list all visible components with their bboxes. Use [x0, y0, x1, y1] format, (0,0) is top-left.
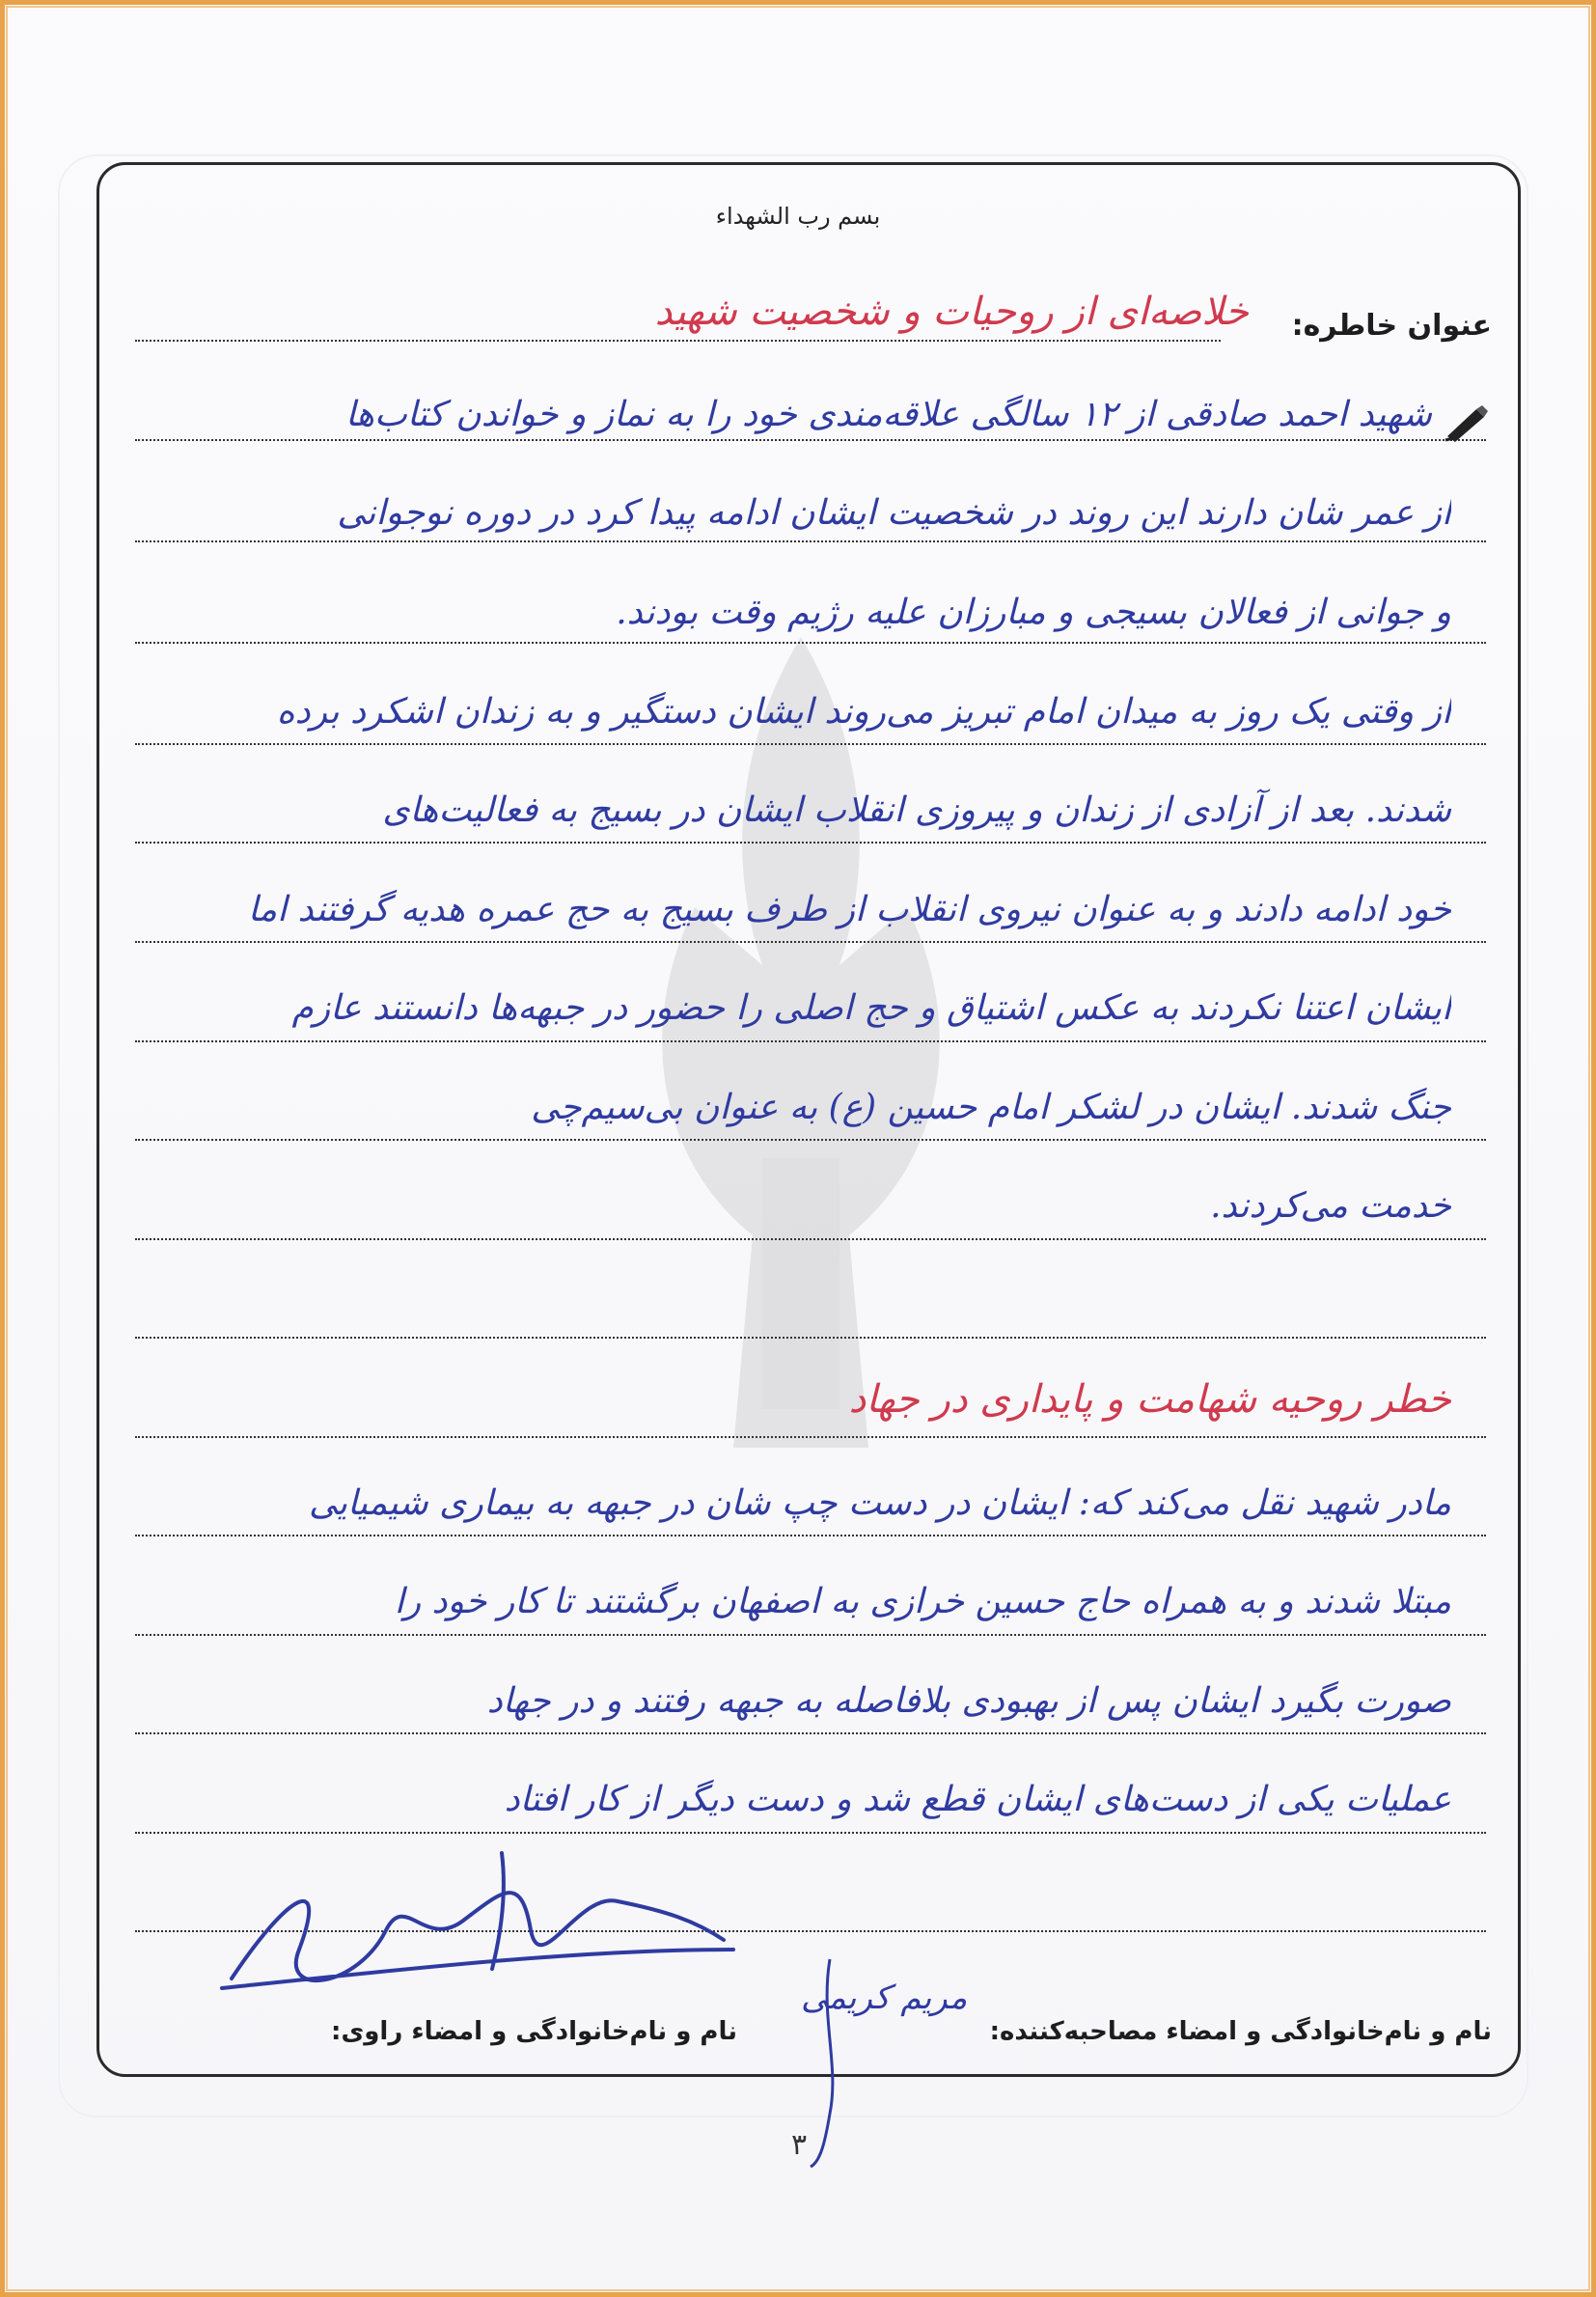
handwritten-line: عملیات یکی از دست‌های ایشان قطع شد و دست دیگر از کار افتاد	[504, 1780, 1451, 1819]
handwritten-line: شهید احمد صادقی از ۱۲ سالگی علاقه‌مندی خود را به نماز و خواندن کتاب‌ها	[345, 395, 1432, 434]
basmala-heading: بسم رب الشهداء	[715, 203, 881, 230]
writing-rule	[135, 941, 1486, 943]
handwritten-line: خود ادامه دادند و به عنوان نیروی انقلاب از طرف بسیج به حج عمره هدیه گرفتند اما	[247, 890, 1451, 929]
interviewer-name-label: نام و نام‌خانوادگی و امضاء مصاحبه‌کننده:	[989, 2017, 1492, 2046]
handwritten-line: خدمت می‌کردند.	[1210, 1186, 1451, 1226]
handwritten-line: ایشان اعتنا نکردند به عکس اشتیاق و حج اصلی را حضور در جبهه‌ها دانستند عازم	[291, 988, 1451, 1028]
writing-rule	[135, 1732, 1486, 1734]
narrator-name-label: نام و نام‌خانوادگی و امضاء راوی:	[331, 2017, 737, 2046]
handwritten-line: جنگ شدند. ایشان در لشکر امام حسین (ع) به عنوان بی‌سیم‌چی	[531, 1088, 1451, 1127]
handwritten-line: مبتلا شدند و به همراه حاج حسین خرازی به اصفهان برگشتند تا کار خود را	[394, 1582, 1451, 1621]
foundation-emblem-watermark	[579, 618, 1023, 1467]
handwritten-line: شدند. بعد از آزادی از زندان و پیروزی انقلاب ایشان در بسیج به فعالیت‌های	[382, 790, 1451, 830]
writing-rule	[135, 1634, 1486, 1636]
handwritten-line: از وقتی یک روز به میدان امام تبریز می‌روند ایشان دستگیر و به زندان اشکرد برده	[276, 692, 1451, 732]
page-number: ۳	[791, 2128, 808, 2162]
writing-rule	[135, 842, 1486, 844]
memoir-title-handwritten: خلاصه‌ای از روحیات و شخصیت شهید	[654, 290, 1249, 334]
writing-rule	[135, 340, 1221, 342]
writing-rule	[135, 743, 1486, 745]
interviewer-signature: مریم کریمی	[801, 1979, 968, 2017]
writing-rule	[135, 1238, 1486, 1240]
writing-rule	[135, 1040, 1486, 1042]
writing-rule	[135, 1535, 1486, 1536]
writing-rule	[135, 1139, 1486, 1141]
narrator-signature	[212, 1834, 753, 2007]
section2-title-handwritten: خطر روحیه شهامت و پایداری در جهاد	[848, 1377, 1451, 1422]
memoir-title-label: عنوان خاطره:	[1291, 309, 1492, 343]
handwritten-line: و جوانی از فعالان بسیجی و مبارزان علیه رژیم وقت بودند.	[616, 593, 1451, 632]
pen-writing-icon	[1444, 403, 1490, 442]
writing-rule	[135, 642, 1486, 644]
writing-rule	[135, 1436, 1486, 1438]
handwritten-line: صورت بگیرد ایشان پس از بهبودی بلافاصله به جبهه رفتند و در جهاد	[486, 1681, 1451, 1721]
handwritten-line: از عمر شان دارند این روند در شخصیت ایشان ادامه پیدا کرد در دوره نوجوانی	[337, 493, 1451, 533]
handwritten-line: مادر شهید نقل می‌کند که: ایشان در دست چپ شان در جبهه به بیماری شیمیایی	[309, 1483, 1451, 1523]
writing-rule	[135, 1337, 1486, 1339]
